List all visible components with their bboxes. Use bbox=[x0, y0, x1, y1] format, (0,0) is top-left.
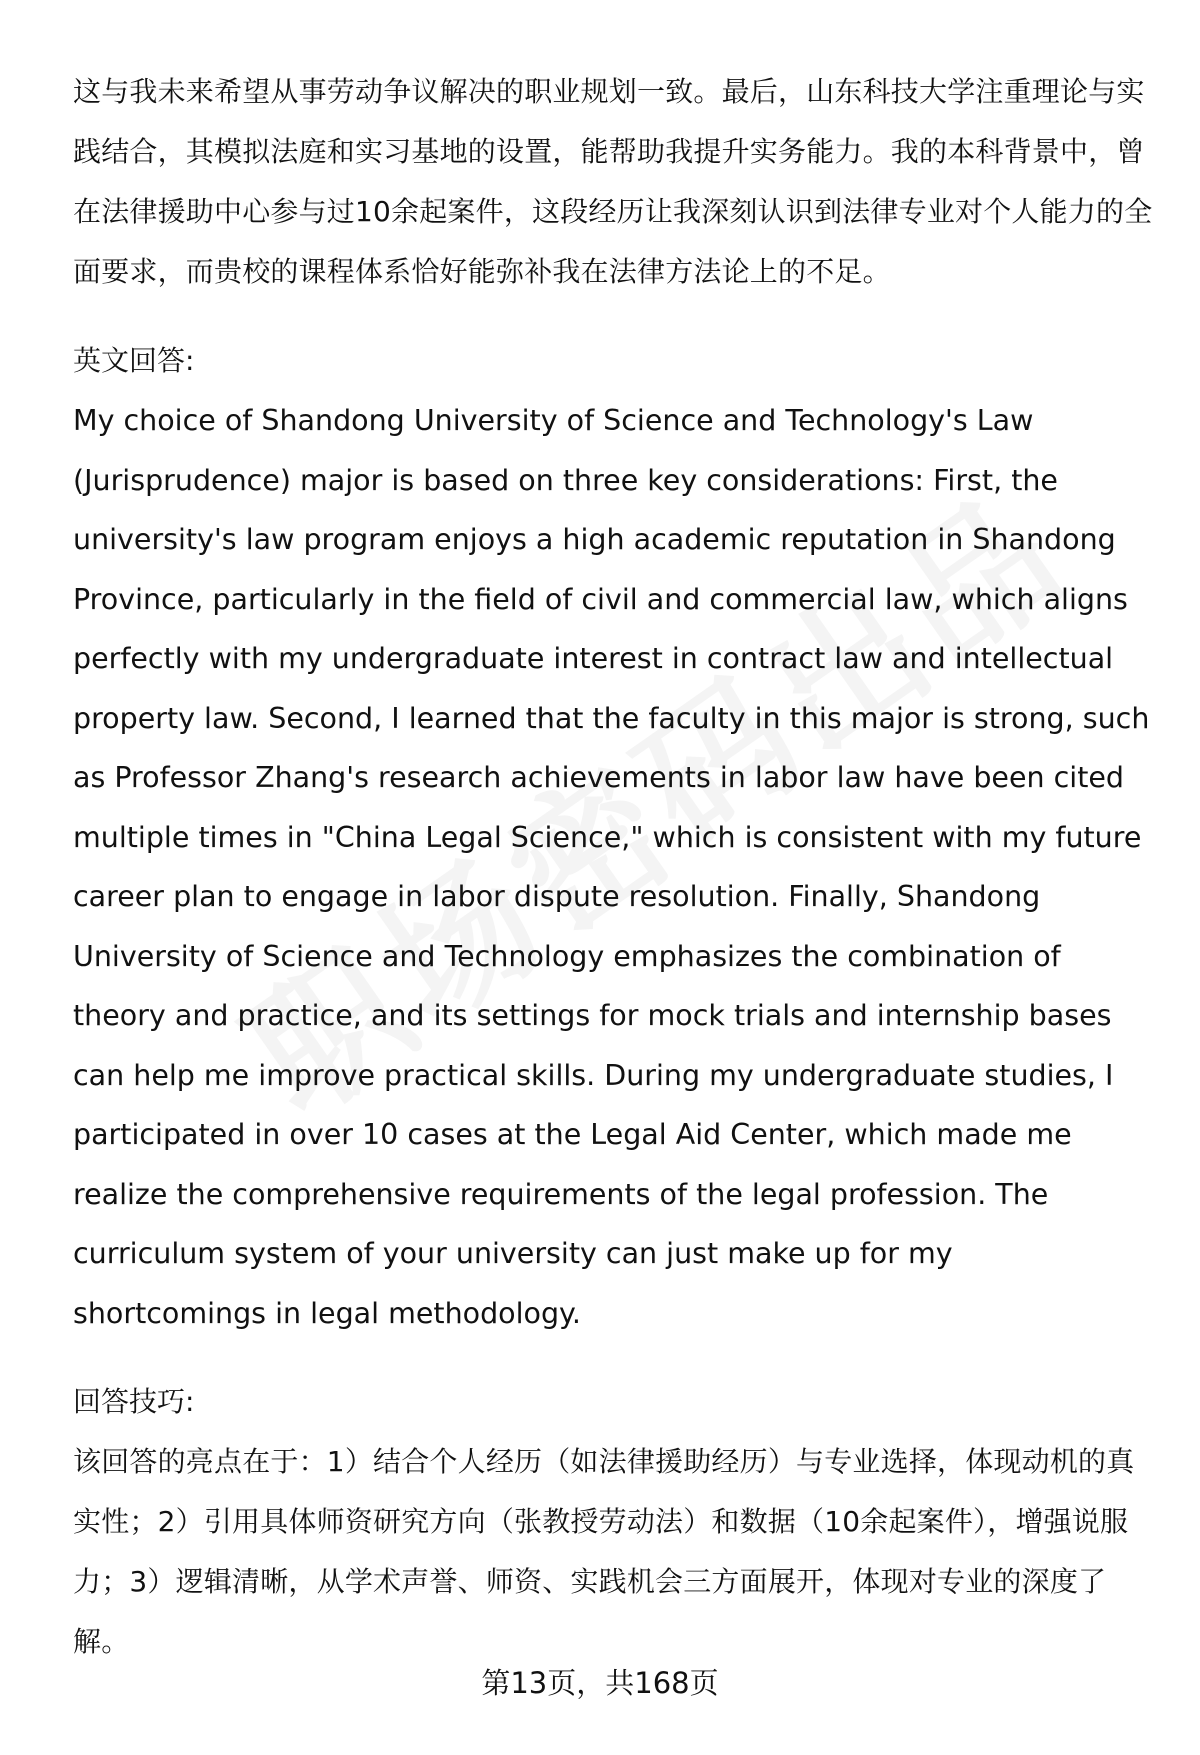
spacer bbox=[73, 1343, 1153, 1372]
page-content bbox=[73, 62, 1153, 1672]
tips-label: 回答技巧: bbox=[73, 1385, 195, 1418]
chinese-answer-continuation: 这与我未来希望从事劳动争议解决的职业规划一致。最后，山东科技大学注重理论与实践结合，其模拟法庭和实习基地的设置，能帮助我提升实务能力。我的本科背景中，曾在法律援助中心参与过10余起案件，这段经历让我深刻认识到法律专业对个人能力的全面要求，而贵校的课程体系恰好能弥补我在法律方法论上的不足。 bbox=[73, 75, 1153, 288]
spacer bbox=[73, 302, 1153, 331]
english-answer-text: My choice of Shandong University of Science and Technology's Law (Jurisprudence) major is based on three key considerations: First, the university's law program enjoys a high academic reputation in Shandong Province, particularly in the field of civil and commercial law, which aligns perfectly with my undergraduate interest in contract law and intellectual property law. Second, I learned that the faculty in this major is strong, such as Professor Zhang's research achievements in labor law have been cited multiple times in "China Legal Science," which is consistent with my future career plan to engage in labor dispute resolution. Finally, Shandong University of Science and Technology emphasizes the combination of theory and practice, and its settings for mock trials and internship bases can help me improve practical skills. During my undergraduate studies, I participated in over 10 cases at the Legal Aid Center, which made me realize the comprehensive requirements of the legal profession. The curriculum system of your university can just make up for my shortcomings in legal methodology. bbox=[73, 404, 1150, 1330]
page-number-footer: 第13页，共168页 bbox=[481, 1666, 719, 1700]
english-answer-label: 英文回答: bbox=[73, 344, 195, 377]
tips-text: 该回答的亮点在于：1）结合个人经历（如法律援助经历）与专业选择，体现动机的真实性；2）引用具体师资研究方向（张教授劳动法）和数据（10余起案件），增强说服力；3）逻辑清晰，从学术声誉、师资、实践机会三方面展开，体现对专业的深度了解。 bbox=[73, 1445, 1135, 1658]
